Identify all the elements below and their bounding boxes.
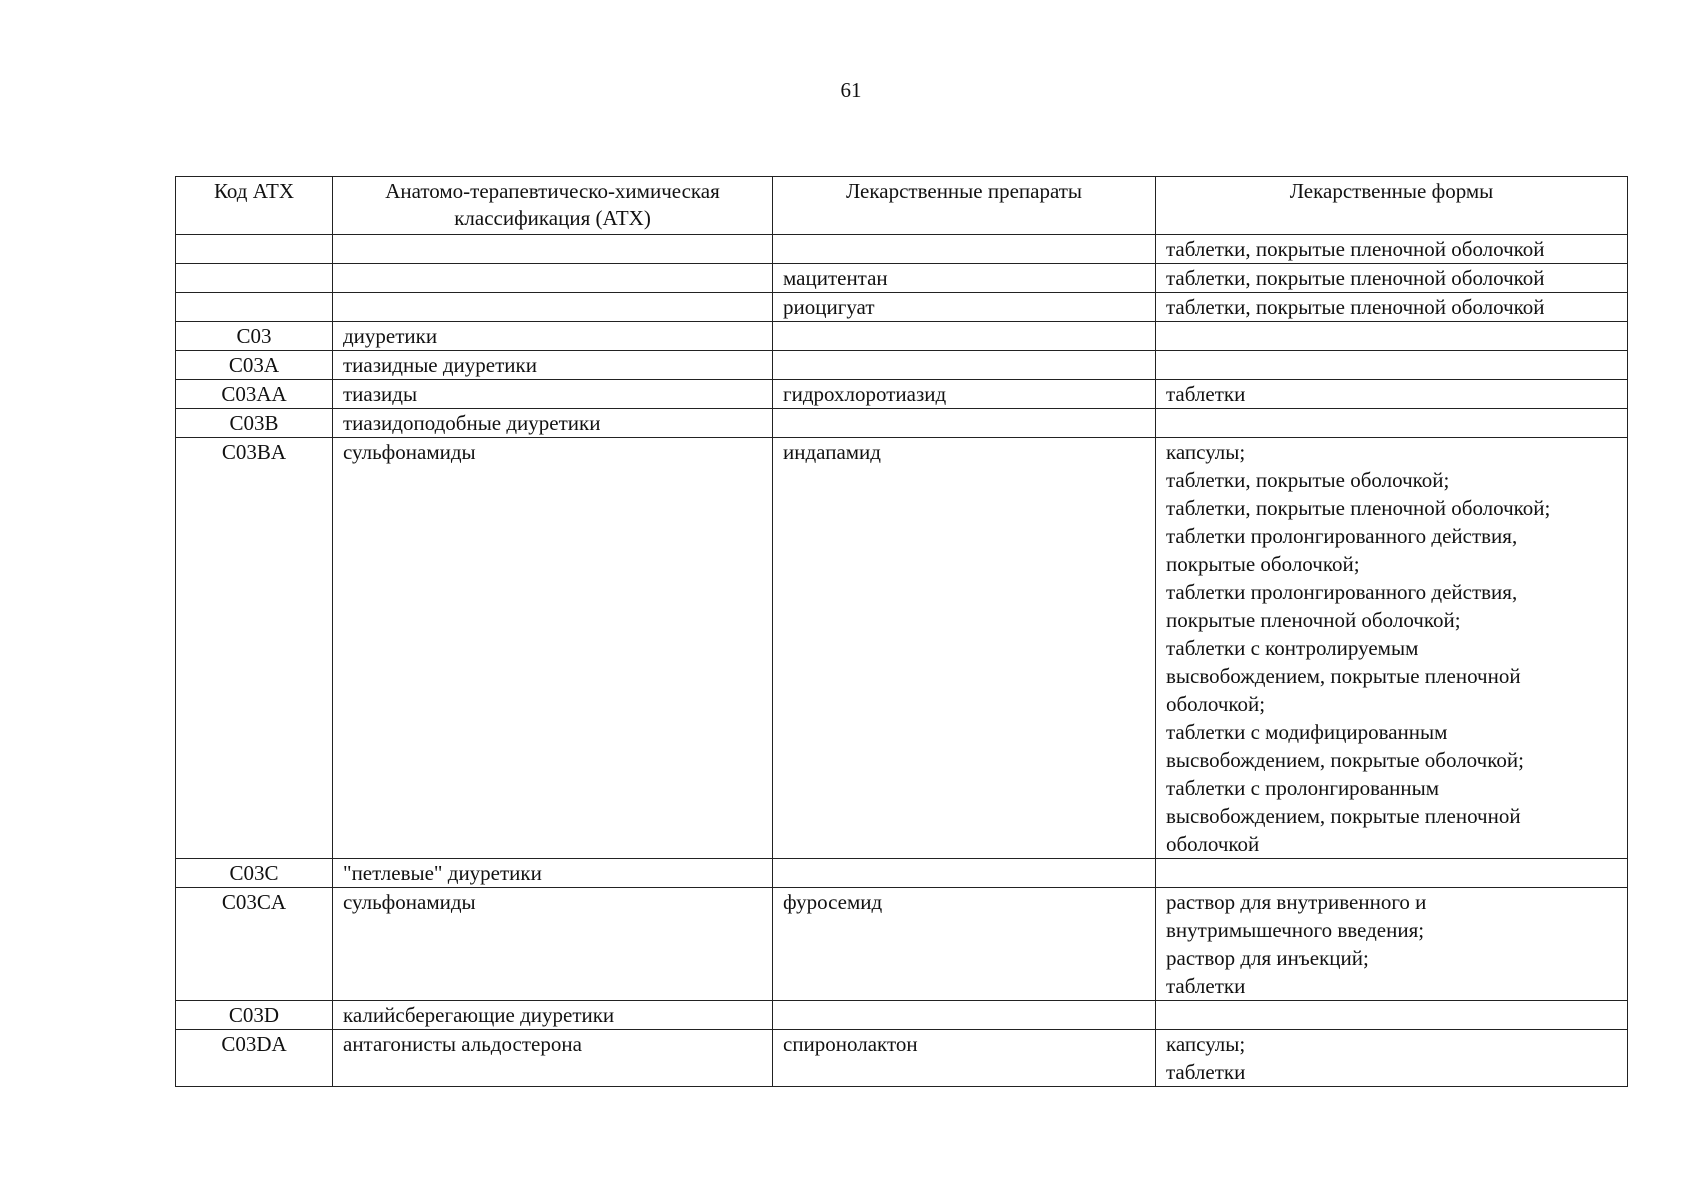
table-row	[176, 1030, 1628, 1087]
cell-drug	[773, 409, 1156, 438]
header-row	[176, 177, 1628, 235]
table-body	[176, 235, 1628, 1087]
cell-drug	[773, 1001, 1156, 1030]
cell-drug	[773, 322, 1156, 351]
header-medicines: Лекарственные препараты	[773, 177, 1156, 235]
cell-drug: фуросемид	[773, 888, 1156, 1001]
table-row	[176, 888, 1628, 1001]
cell-drug	[773, 859, 1156, 888]
cell-code: C03D	[176, 1001, 333, 1030]
table-header	[176, 177, 1628, 235]
cell-atc: сульфонамиды	[333, 888, 773, 1001]
cell-atc: диуретики	[333, 322, 773, 351]
cell-code: C03	[176, 322, 333, 351]
cell-code: C03A	[176, 351, 333, 380]
cell-drug: индапамид	[773, 438, 1156, 859]
cell-atc: тиазидоподобные диуретики	[333, 409, 773, 438]
cell-forms: таблетки, покрытые пленочной оболочкой	[1156, 293, 1628, 322]
cell-drug	[773, 235, 1156, 264]
cell-drug: спиронолактон	[773, 1030, 1156, 1087]
cell-atc	[333, 293, 773, 322]
table-row	[176, 380, 1628, 409]
cell-forms	[1156, 322, 1628, 351]
table-row	[176, 322, 1628, 351]
cell-drug: гидрохлоротиазид	[773, 380, 1156, 409]
cell-forms: капсулы; таблетки	[1156, 1030, 1628, 1087]
header-atc-code: Код АТХ	[176, 177, 333, 235]
table-row	[176, 293, 1628, 322]
table-row	[176, 438, 1628, 859]
atc-table	[175, 176, 1628, 1087]
cell-code	[176, 235, 333, 264]
cell-forms: таблетки, покрытые пленочной оболочкой	[1156, 235, 1628, 264]
cell-atc	[333, 235, 773, 264]
cell-code: C03BA	[176, 438, 333, 859]
cell-atc: "петлевые" диуретики	[333, 859, 773, 888]
cell-code	[176, 293, 333, 322]
header-atc-classification: Анатомо-терапевтическо-химическая классификация (АТХ)	[333, 177, 773, 235]
table-row	[176, 859, 1628, 888]
page-number: 61	[840, 78, 862, 102]
cell-atc: тиазидные диуретики	[333, 351, 773, 380]
table-row	[176, 235, 1628, 264]
cell-atc: тиазиды	[333, 380, 773, 409]
cell-code: C03DA	[176, 1030, 333, 1087]
cell-forms: раствор для внутривенного и внутримышечного введения; раствор для инъекций; таблетки	[1156, 888, 1628, 1001]
cell-drug: мацитентан	[773, 264, 1156, 293]
header-dosage-forms: Лекарственные формы	[1156, 177, 1628, 235]
cell-drug: риоцигуат	[773, 293, 1156, 322]
cell-forms: таблетки	[1156, 380, 1628, 409]
cell-atc: калийсберегающие диуретики	[333, 1001, 773, 1030]
cell-atc: сульфонамиды	[333, 438, 773, 859]
cell-code: C03B	[176, 409, 333, 438]
cell-forms	[1156, 409, 1628, 438]
cell-forms	[1156, 859, 1628, 888]
table-row	[176, 1001, 1628, 1030]
cell-atc	[333, 264, 773, 293]
table-row	[176, 409, 1628, 438]
cell-forms	[1156, 1001, 1628, 1030]
cell-forms: капсулы; таблетки, покрытые оболочкой; таблетки, покрытые пленочной оболочкой; таблетки пролонгированного действия, покрытые оболочкой; таблетки пролонгированного действия, покрытые пленочной оболочкой; таблетки с контролируемым высвобождением, покрытые пленочной оболочкой; таблетки с модифицированным высвобождением, покрытые оболочкой; таблетки с пролонгированным высвобождением, покрытые пленочной оболочкой	[1156, 438, 1628, 859]
table-row	[176, 264, 1628, 293]
cell-code: C03C	[176, 859, 333, 888]
cell-forms: таблетки, покрытые пленочной оболочкой	[1156, 264, 1628, 293]
cell-code: C03CA	[176, 888, 333, 1001]
cell-code	[176, 264, 333, 293]
cell-forms	[1156, 351, 1628, 380]
cell-atc: антагонисты альдостерона	[333, 1030, 773, 1087]
table-row	[176, 351, 1628, 380]
cell-drug	[773, 351, 1156, 380]
cell-code: C03AA	[176, 380, 333, 409]
